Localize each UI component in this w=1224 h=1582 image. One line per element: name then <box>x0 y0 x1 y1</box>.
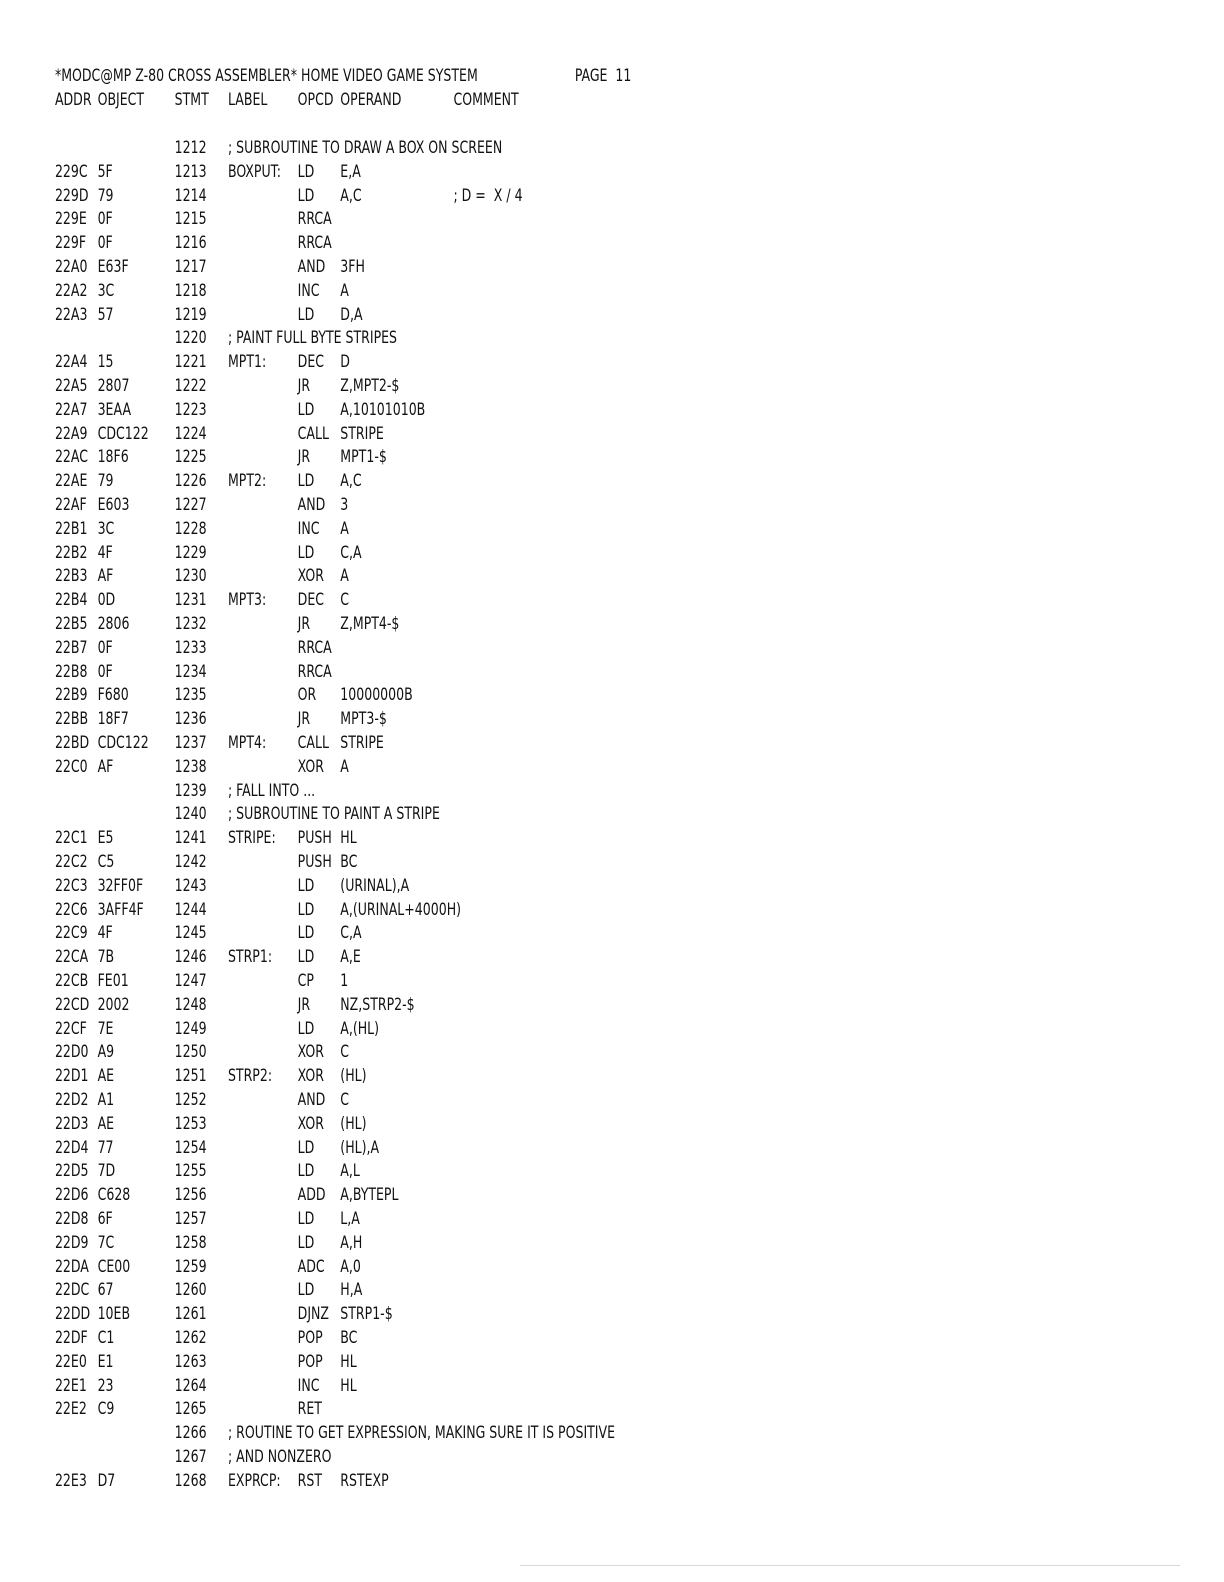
address: 22D9 <box>54 1232 89 1253</box>
object-code: CDC122 <box>97 733 149 753</box>
address: 22E1 <box>54 1375 87 1396</box>
address: 22B4 <box>54 590 88 611</box>
opcode: JR <box>297 447 311 468</box>
address: 22D0 <box>54 1042 89 1063</box>
statement-number: 1228 <box>174 518 207 539</box>
address: 22B1 <box>54 518 88 539</box>
operand: BC <box>340 852 358 872</box>
object-code: C628 <box>97 1185 131 1206</box>
object-code: 6F <box>97 1209 113 1229</box>
object-code: A1 <box>97 1090 115 1110</box>
opcode: CALL <box>297 423 329 444</box>
address: 229F <box>54 233 87 254</box>
operand: L,A <box>340 1209 360 1229</box>
address: 22A7 <box>54 399 88 420</box>
opcode: XOR <box>297 1042 324 1063</box>
operand: A,(URINAL+4000H) <box>340 899 462 920</box>
object-code: 2807 <box>97 376 130 396</box>
object-code: D7 <box>97 1470 116 1491</box>
address: 22BB <box>54 709 89 730</box>
statement-number: 1254 <box>174 1137 207 1158</box>
statement-number: 1237 <box>174 733 207 753</box>
object-code: CE00 <box>97 1256 131 1277</box>
operand: HL <box>340 1375 357 1396</box>
opcode: RRCA <box>297 209 332 230</box>
opcode: LD <box>297 875 315 896</box>
opcode: LD <box>297 1137 315 1158</box>
object-code: E1 <box>97 1351 114 1372</box>
opcode: RET <box>297 1399 322 1420</box>
opcode: INC <box>297 518 320 539</box>
opcode: JR <box>297 376 311 396</box>
label: MPT4: <box>227 733 267 753</box>
object-code: 7B <box>97 947 115 968</box>
opcode: LD <box>297 923 315 944</box>
operand: C <box>340 590 350 611</box>
object-code: FE01 <box>97 971 129 991</box>
opcode: LD <box>297 899 315 920</box>
page-number: PAGE 11 <box>574 66 632 86</box>
operand: 1 <box>340 971 349 991</box>
operand: A,H <box>340 1232 363 1253</box>
statement-number: 1238 <box>174 756 207 777</box>
address: 22D6 <box>54 1185 89 1206</box>
statement-number: 1250 <box>174 1042 207 1063</box>
column-header-object: OBJECT <box>97 90 145 110</box>
object-code: AF <box>97 756 114 777</box>
object-code: 0F <box>97 209 113 230</box>
opcode: AND <box>297 1090 326 1110</box>
operand: A,C <box>340 471 362 492</box>
opcode: DEC <box>297 352 325 373</box>
address: 22C3 <box>54 875 88 896</box>
column-header-operand: OPERAND <box>340 90 402 110</box>
address: 22B7 <box>54 637 88 658</box>
opcode: LD <box>297 542 315 563</box>
opcode: POP <box>297 1351 323 1372</box>
statement-number: 1240 <box>174 804 207 825</box>
operand: D <box>340 352 350 373</box>
statement-number: 1230 <box>174 566 207 587</box>
address: 22A5 <box>54 376 88 396</box>
statement-number: 1253 <box>174 1113 207 1134</box>
opcode: DJNZ <box>297 1304 329 1325</box>
address: 22D8 <box>54 1209 89 1229</box>
operand: Z,MPT2-$ <box>340 376 400 396</box>
operand: (URINAL),A <box>340 875 410 896</box>
statement-number: 1239 <box>174 780 207 801</box>
statement-number: 1256 <box>174 1185 207 1206</box>
opcode: DEC <box>297 590 325 611</box>
opcode: ADD <box>297 1185 326 1206</box>
opcode: CALL <box>297 733 329 753</box>
statement-number: 1234 <box>174 661 207 682</box>
address: 22A9 <box>54 423 88 444</box>
object-code: 3AFF4F <box>97 899 144 920</box>
operand: A,10101010B <box>340 399 426 420</box>
label: MPT3: <box>227 590 267 611</box>
statement-number: 1262 <box>174 1328 207 1348</box>
opcode: LD <box>297 1280 315 1301</box>
statement-number: 1214 <box>174 185 207 206</box>
statement-number: 1227 <box>174 495 207 515</box>
scan-edge-rule <box>520 1565 1180 1566</box>
opcode: PUSH <box>297 852 332 872</box>
statement-number: 1233 <box>174 637 207 658</box>
operand: RSTEXP <box>340 1470 389 1491</box>
statement-number: 1263 <box>174 1351 207 1372</box>
statement-number: 1246 <box>174 947 207 968</box>
opcode: LD <box>297 947 315 968</box>
opcode: JR <box>297 614 311 634</box>
object-code: 18F7 <box>97 709 129 730</box>
operand: C <box>340 1090 350 1110</box>
object-code: 15 <box>97 352 114 373</box>
object-code: 4F <box>97 923 113 944</box>
operand: A <box>340 756 349 777</box>
label: STRP2: <box>227 1066 273 1087</box>
operand: A <box>340 566 349 587</box>
address: 22A2 <box>54 280 88 301</box>
address: 22D3 <box>54 1113 89 1134</box>
operand: 3 <box>340 495 349 515</box>
operand: MPT3-$ <box>340 709 387 730</box>
listing-title: *MODC@MP Z-80 CROSS ASSEMBLER* HOME VIDEO GAME SYSTEM <box>54 66 478 86</box>
opcode: AND <box>297 257 326 277</box>
opcode: POP <box>297 1328 323 1348</box>
object-code: 2002 <box>97 994 130 1015</box>
address: 22D5 <box>54 1161 89 1182</box>
column-header-stmt: STMT <box>174 90 209 110</box>
object-code: 0F <box>97 233 113 254</box>
statement-number: 1244 <box>174 899 207 920</box>
operand: 3FH <box>340 257 365 277</box>
statement-number: 1268 <box>174 1470 207 1491</box>
label: STRP1: <box>227 947 273 968</box>
address: 229E <box>54 209 87 230</box>
operand: C,A <box>340 542 362 563</box>
comment-line: ; SUBROUTINE TO DRAW A BOX ON SCREEN <box>227 138 503 158</box>
address: 22B3 <box>54 566 88 587</box>
address: 22DA <box>54 1256 89 1277</box>
statement-number: 1222 <box>174 376 207 396</box>
statement-number: 1216 <box>174 233 207 254</box>
address: 22DC <box>54 1280 90 1301</box>
object-code: 77 <box>97 1137 114 1158</box>
opcode: JR <box>297 994 311 1015</box>
object-code: 3C <box>97 280 115 301</box>
opcode: LD <box>297 304 315 325</box>
statement-number: 1232 <box>174 614 207 634</box>
statement-number: 1264 <box>174 1375 207 1396</box>
address: 22E0 <box>54 1351 87 1372</box>
statement-number: 1260 <box>174 1280 207 1301</box>
statement-number: 1261 <box>174 1304 207 1325</box>
statement-number: 1251 <box>174 1066 207 1087</box>
statement-number: 1266 <box>174 1423 207 1444</box>
operand: HL <box>340 1351 357 1372</box>
opcode: RRCA <box>297 233 332 254</box>
address: 22CA <box>54 947 89 968</box>
operand: E,A <box>340 161 361 182</box>
opcode: XOR <box>297 1113 324 1134</box>
address: 22BD <box>54 733 90 753</box>
label: BOXPUT: <box>227 161 281 182</box>
opcode: ADC <box>297 1256 325 1277</box>
address: 22C0 <box>54 756 88 777</box>
object-code: 7C <box>97 1232 115 1253</box>
statement-number: 1223 <box>174 399 207 420</box>
operand: A <box>340 518 349 539</box>
operand: C,A <box>340 923 362 944</box>
opcode: XOR <box>297 1066 324 1087</box>
operand: A,BYTEPL <box>340 1185 399 1206</box>
statement-number: 1245 <box>174 923 207 944</box>
opcode: RRCA <box>297 637 332 658</box>
opcode: LD <box>297 471 315 492</box>
operand: STRP1-$ <box>340 1304 393 1325</box>
object-code: E603 <box>97 495 130 515</box>
opcode: XOR <box>297 566 324 587</box>
statement-number: 1225 <box>174 447 207 468</box>
object-code: 7E <box>97 1018 114 1039</box>
statement-number: 1247 <box>174 971 207 991</box>
object-code: 32FF0F <box>97 875 144 896</box>
opcode: RRCA <box>297 661 332 682</box>
statement-number: 1257 <box>174 1209 207 1229</box>
comment-line: ; ROUTINE TO GET EXPRESSION, MAKING SURE IT IS POSITIVE <box>227 1423 615 1444</box>
object-code: 18F6 <box>97 447 129 468</box>
statement-number: 1249 <box>174 1018 207 1039</box>
statement-number: 1226 <box>174 471 207 492</box>
opcode: OR <box>297 685 317 706</box>
statement-number: 1258 <box>174 1232 207 1253</box>
object-code: 0F <box>97 637 113 658</box>
operand: A,E <box>340 947 361 968</box>
address: 22E3 <box>54 1470 87 1491</box>
address: 22C2 <box>54 852 88 872</box>
statement-number: 1267 <box>174 1447 207 1467</box>
comment-line: ; AND NONZERO <box>227 1447 332 1467</box>
address: 22A0 <box>54 257 88 277</box>
column-header-label: LABEL <box>227 90 268 110</box>
address: 22B2 <box>54 542 88 563</box>
opcode: CP <box>297 971 314 991</box>
address: 22CB <box>54 971 89 991</box>
object-code: AE <box>97 1113 115 1134</box>
object-code: 79 <box>97 185 114 206</box>
opcode: INC <box>297 1375 320 1396</box>
operand: STRIPE <box>340 423 384 444</box>
address: 229C <box>54 161 88 182</box>
opcode: XOR <box>297 756 324 777</box>
operand: (HL) <box>340 1113 367 1134</box>
object-code: 3EAA <box>97 399 132 420</box>
operand: NZ,STRP2-$ <box>340 994 415 1015</box>
address: 22B5 <box>54 614 88 634</box>
statement-number: 1248 <box>174 994 207 1015</box>
column-header-row <box>0 88 519 112</box>
address: 22AE <box>54 471 88 492</box>
object-code: 0D <box>97 590 116 611</box>
label: MPT2: <box>227 471 267 492</box>
opcode: LD <box>297 399 315 420</box>
column-header-addr: ADDR <box>54 90 92 110</box>
object-code: E63F <box>97 257 129 277</box>
object-code: 2806 <box>97 614 130 634</box>
column-header-opcd: OPCD <box>297 90 334 110</box>
operand: D,A <box>340 304 363 325</box>
operand: A,(HL) <box>340 1018 380 1039</box>
statement-number: 1243 <box>174 875 207 896</box>
column-header-comment: COMMENT <box>453 90 519 110</box>
statement-number: 1235 <box>174 685 207 706</box>
object-code: 5F <box>97 161 113 182</box>
object-code: 79 <box>97 471 114 492</box>
opcode: LD <box>297 185 315 206</box>
statement-number: 1220 <box>174 328 207 349</box>
address: 229D <box>54 185 89 206</box>
object-code: A9 <box>97 1042 115 1063</box>
object-code: C1 <box>97 1328 115 1348</box>
statement-number: 1213 <box>174 161 207 182</box>
address: 22AF <box>54 495 87 515</box>
object-code: 7D <box>97 1161 116 1182</box>
operand: BC <box>340 1328 358 1348</box>
statement-number: 1259 <box>174 1256 207 1277</box>
object-code: E5 <box>97 828 114 849</box>
statement-number: 1231 <box>174 590 207 611</box>
address: 22A4 <box>54 352 88 373</box>
address: 22DD <box>54 1304 91 1325</box>
operand: A,0 <box>340 1256 361 1277</box>
opcode: LD <box>297 1209 315 1229</box>
opcode: INC <box>297 280 320 301</box>
object-code: F680 <box>97 685 129 706</box>
operand: (HL),A <box>340 1137 380 1158</box>
object-code: 57 <box>97 304 114 325</box>
statement-number: 1241 <box>174 828 207 849</box>
address: 22CF <box>54 1018 87 1039</box>
operand: A <box>340 280 349 301</box>
address: 22D2 <box>54 1090 89 1110</box>
object-code: 3C <box>97 518 115 539</box>
statement-number: 1212 <box>174 138 207 158</box>
opcode: LD <box>297 161 315 182</box>
address: 22AC <box>54 447 88 468</box>
opcode: LD <box>297 1232 315 1253</box>
address: 22CD <box>54 994 90 1015</box>
statement-number: 1229 <box>174 542 207 563</box>
statement-number: 1236 <box>174 709 207 730</box>
object-code: AF <box>97 566 114 587</box>
statement-number: 1224 <box>174 423 207 444</box>
opcode: PUSH <box>297 828 332 849</box>
statement-number: 1215 <box>174 209 207 230</box>
statement-number: 1217 <box>174 257 207 277</box>
statement-number: 1221 <box>174 352 207 373</box>
operand: A,C <box>340 185 362 206</box>
operand: HL <box>340 828 357 849</box>
object-code: 4F <box>97 542 113 563</box>
operand: 10000000B <box>340 685 413 706</box>
opcode: RST <box>297 1470 323 1491</box>
operand: MPT1-$ <box>340 447 387 468</box>
address: 22B9 <box>54 685 88 706</box>
comment: ; D = X / 4 <box>453 185 523 206</box>
object-code: 0F <box>97 661 113 682</box>
comment-line: ; SUBROUTINE TO PAINT A STRIPE <box>227 804 440 825</box>
address: 22DF <box>54 1328 88 1348</box>
operand: (HL) <box>340 1066 367 1087</box>
address: 22A3 <box>54 304 88 325</box>
operand: Z,MPT4-$ <box>340 614 400 634</box>
label: EXPRCP: <box>227 1470 281 1491</box>
statement-number: 1218 <box>174 280 207 301</box>
opcode: AND <box>297 495 326 515</box>
operand: C <box>340 1042 350 1063</box>
statement-number: 1242 <box>174 852 207 872</box>
object-code: 67 <box>97 1280 114 1301</box>
listing-title-row <box>0 64 632 88</box>
object-code: C5 <box>97 852 115 872</box>
address: 22B8 <box>54 661 88 682</box>
object-code: AE <box>97 1066 115 1087</box>
address: 22E2 <box>54 1399 87 1420</box>
operand: A,L <box>340 1161 360 1182</box>
object-code: 10EB <box>97 1304 131 1325</box>
operand: H,A <box>340 1280 363 1301</box>
object-code: CDC122 <box>97 423 149 444</box>
statement-number: 1255 <box>174 1161 207 1182</box>
object-code: C9 <box>97 1399 115 1420</box>
statement-number: 1252 <box>174 1090 207 1110</box>
statement-number: 1265 <box>174 1399 207 1420</box>
address: 22C6 <box>54 899 88 920</box>
operand: STRIPE <box>340 733 384 753</box>
opcode: JR <box>297 709 311 730</box>
address: 22C9 <box>54 923 88 944</box>
comment-line: ; FALL INTO ... <box>227 780 316 801</box>
opcode: LD <box>297 1161 315 1182</box>
object-code: 23 <box>97 1375 114 1396</box>
address: 22D1 <box>54 1066 89 1087</box>
address: 22D4 <box>54 1137 89 1158</box>
label: STRIPE: <box>227 828 276 849</box>
opcode: LD <box>297 1018 315 1039</box>
address: 22C1 <box>54 828 88 849</box>
statement-number: 1219 <box>174 304 207 325</box>
comment-line: ; PAINT FULL BYTE STRIPES <box>227 328 398 349</box>
label: MPT1: <box>227 352 267 373</box>
